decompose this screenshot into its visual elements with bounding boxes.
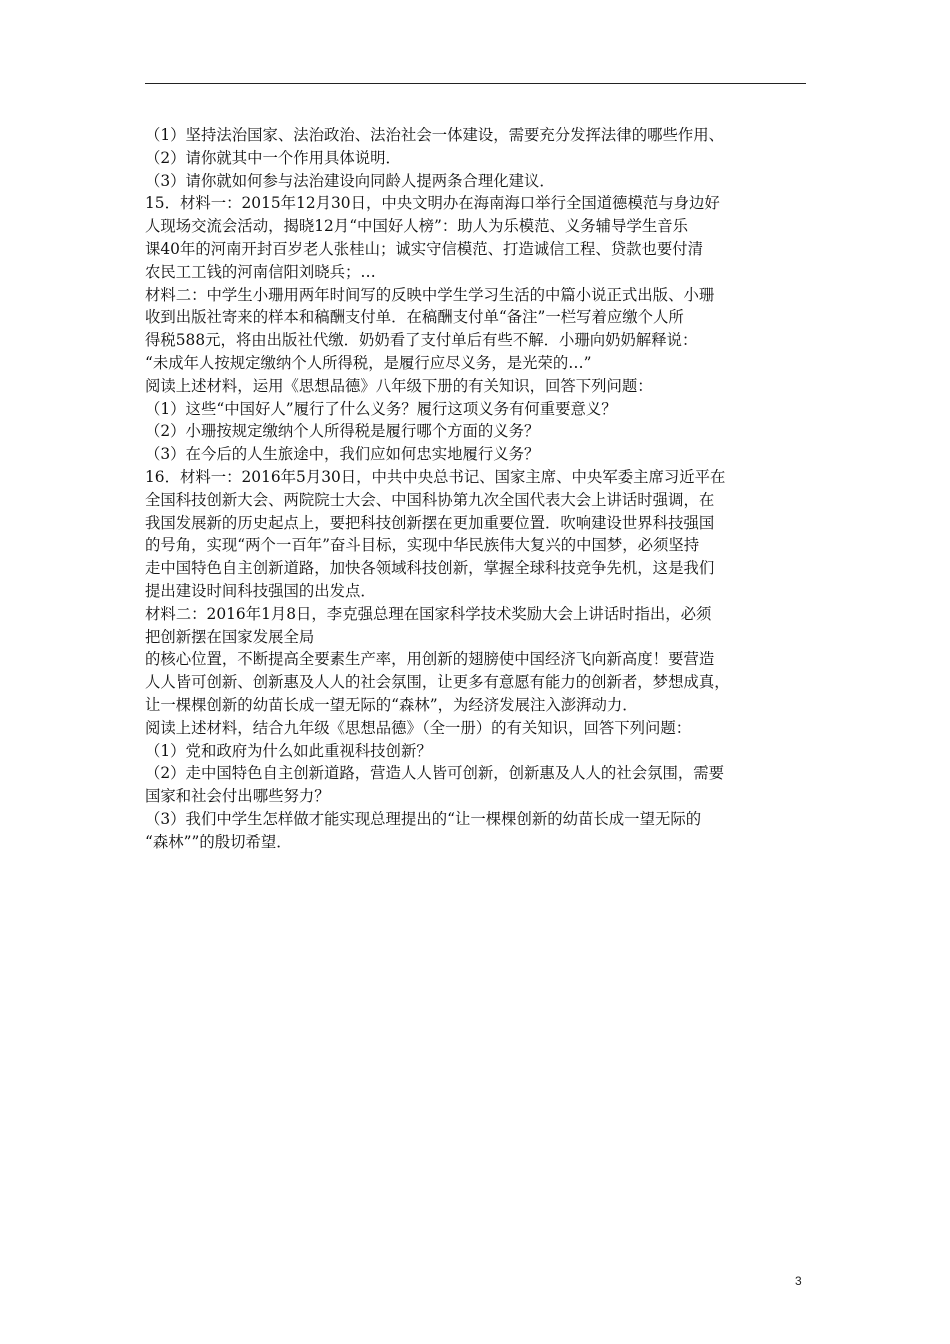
text-line: 得税588元，将由出版社代缴．奶奶看了支付单后有些不解．小珊向奶奶解释说：: [145, 331, 698, 350]
text-line: 国家和社会付出哪些努力？: [145, 787, 330, 806]
text-line: （2）小珊按规定缴纳个人所得税是履行哪个方面的义务？: [145, 422, 540, 441]
document-body: [145, 124, 815, 854]
text-line: 材料二：2016年1月8日，李克强总理在国家科学技术奖励大会上讲话时指出，必须: [145, 604, 712, 623]
text-line: （3）在今后的人生旅途中，我们应如何忠实地履行义务？: [145, 445, 540, 464]
question-16-heading: 16．材料一：2016年5月30日，中共中央总书记、国家主席、中央军委主席习近平在: [145, 467, 726, 486]
text-line: 的核心位置，不断提高全要素生产率，用创新的翅膀使中国经济飞向新高度！要营造: [145, 650, 715, 669]
text-line: 全国科技创新大会、两院院士大会、中国科协第九次全国代表大会上讲话时强调，在: [145, 490, 715, 509]
text-line: （1）坚持法治国家、法治政治、法治社会一体建设，需要充分发挥法律的哪些作用、: [145, 126, 725, 144]
text-line: 课40年的河南开封百岁老人张桂山；诚实守信模范、打造诚信工程、贷款也要付清: [145, 239, 704, 258]
text-line: 阅读上述材料，结合九年级《思想品德》（全一册）的有关知识，回答下列问题：: [145, 718, 692, 737]
text-line: 的号角，实现“两个一百年”奋斗目标，实现中华民族伟大复兴的中国梦，必须坚持: [145, 536, 700, 555]
text-line: （3）我们中学生怎样做才能实现总理提出的“让一棵棵创新的幼苗长成一望无际的: [145, 809, 702, 828]
text-line: 阅读上述材料，运用《思想品德》八年级下册的有关知识，回答下列问题：: [145, 376, 653, 395]
text-line: 让一棵棵创新的幼苗长成一望无际的“森林”，为经济发展注入澎湃动力．: [145, 695, 638, 714]
text-line: 材料二：中学生小珊用两年时间写的反映中学生学习生活的中篇小说正式出版、小珊: [145, 285, 715, 304]
question-15-heading: 15．材料一：2015年12月30日，中央文明办在海南海口举行全国道德模范与身边好: [145, 194, 720, 213]
text-line: （1）党和政府为什么如此重视科技创新？: [145, 741, 432, 760]
text-line: （1）这些“中国好人”履行了什么义务？履行这项义务有何重要意义？: [145, 399, 617, 418]
text-line: 收到出版社寄来的样本和稿酬支付单．在稿酬支付单“备注”一栏写着应缴个人所: [145, 308, 684, 327]
text-line: 人现场交流会活动，揭晓12月“中国好人榜”：助人为乐模范、义务辅导学生音乐: [145, 217, 688, 236]
text-line: 人人皆可创新、创新惠及人人的社会氛围，让更多有意愿有能力的创新者，梦想成真，: [145, 673, 730, 692]
text-line: 农民工工钱的河南信阳刘晓兵；…: [145, 262, 376, 281]
text-line: “未成年人按规定缴纳个人所得税，是履行应尽义务，是光荣的…”: [145, 353, 592, 372]
text-line: （2）请你就其中一个作用具体说明．: [145, 148, 401, 167]
text-line: （2）走中国特色自主创新道路，营造人人皆可创新，创新惠及人人的社会氛围，需要: [145, 764, 725, 783]
page-number: 3: [795, 1274, 802, 1288]
header-rule: [145, 83, 806, 84]
text-line: 提出建设时间科技强国的出发点．: [145, 581, 376, 600]
text-line: 把创新摆在国家发展全局: [145, 627, 315, 646]
text-line: “森林””的殷切希望．: [145, 832, 292, 851]
text-line: 走中国特色自主创新道路，加快各领域科技创新，掌握全球科技竞争先机，这是我们: [145, 559, 715, 578]
text-line: 我国发展新的历史起点上，要把科技创新摆在更加重要位置．吹响建设世界科技强国: [145, 513, 715, 532]
text-line: （3）请你就如何参与法治建设向同龄人提两条合理化建议．: [145, 171, 555, 190]
